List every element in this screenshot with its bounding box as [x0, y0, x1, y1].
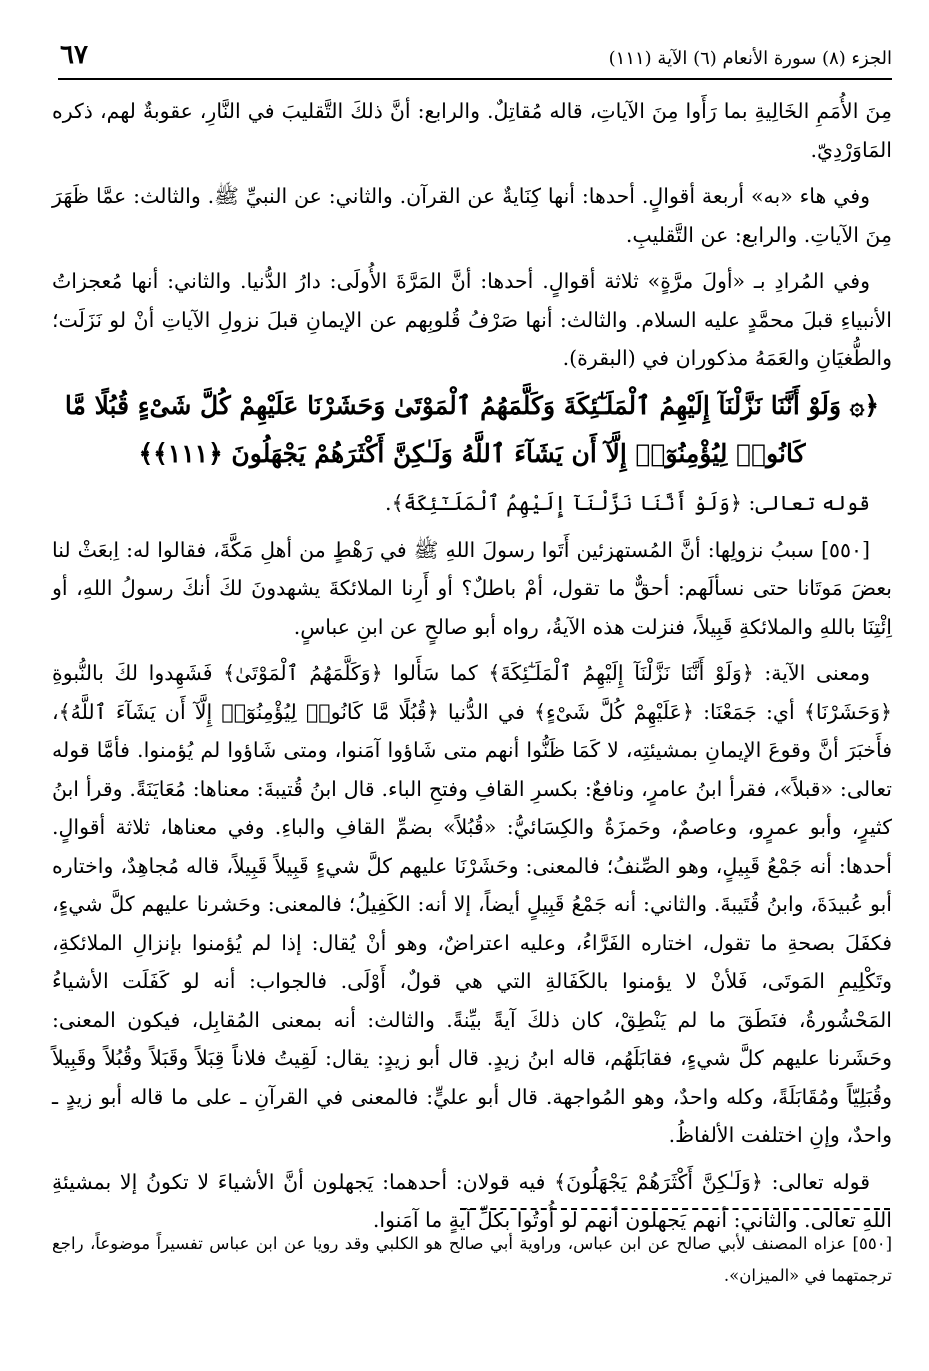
- footnote-separator: [460, 1208, 890, 1210]
- footnote: [٥٥٠] عزاه المصنف لأبي صالح عن ابن عباس، وراوية أبي صالح هو الكلبي وقد رويا عن ابن عباس تفسيراً موضوعاً، راجع ترجمتهما في «الميزان».: [52, 1234, 892, 1285]
- paragraph: مِنَ الأُمَمِ الخَالِيةِ بما رَأَوا مِنَ الآياتِ، قاله مُقاتِلٌ. والرابع: أنَّ ذلكَ التَّقليبَ في النَّارِ، عقوبةٌ لهم، ذكره المَاوَرْدِيّ.: [52, 99, 892, 162]
- page-number: ٦٧: [60, 40, 88, 70]
- page-header: [58, 34, 892, 80]
- commentary-section: [52, 484, 892, 1248]
- paragraph: وفي المُرادِ بـ «أولَ مرَّةٍ» ثلاثة أقوالٍ. أحدها: أنَّ المَرَّةَ الأُولَى: دارُ الدُّنيا. والثاني: أنها مُعجزاتُ الأنبياءِ قبلَ محمَّدٍ عليه السلام. والثالث: أنها صَرْفُ قُلوبِهم عن الإيمانِ قبلَ نزولِ الآياتِ أنْ لو نَزَلَت؛ والطُّغيَانِ والعَمَهُ مذكوران في (البقرة).: [52, 269, 892, 370]
- opening-section: [52, 92, 892, 386]
- paragraph: وفي هاء «به» أربعة أقوالٍ. أحدها: أنها كِنَايةٌ عن القرآن. والثاني: عن النبيِّ ﷺ. والثالث: عمَّا ظَهَرَ مِنَ الآياتِ. والرابع: عن التَّقليبِ.: [52, 184, 892, 247]
- quran-verse: ﴿۞ وَلَوْ أَنَّنَا نَزَّلْنَآ إِلَيْهِمُ ٱلْمَلَـٰٓئِكَةَ وَكَلَّمَهُمُ ٱلْمَوْتَىٰ وَحَشَرْنَا عَلَيْهِمْ كُلَّ شَىْءٍ قُبُلًا مَّا كَانُوا۟ لِيُؤْمِنُوٓا۟ إِلَّآ أَن يَشَآءَ ٱللَّهُ وَلَـٰكِنَّ أَكْثَرَهُمْ يَجْهَلُونَ ﴿١١١﴾﴾: [64, 391, 880, 468]
- paragraph: قوله تعالى: ﴿وَلَـٰكِنَّ أَكْثَرَهُمْ يَجْهَلُونَ﴾ فيه قولان: أحدهما: يَجهلون أنَّ الأشياءَ لا تكونُ إلا بمشيئةِ اللهِ تعالى. والثاني: أنهم يَجهلون أنهم لو أُوتُوا بكلِّ آيةٍ ما آمَنوا.: [52, 1169, 892, 1232]
- paragraph: [٥٥٠] سببُ نزولِها: أنَّ المُستهزئين أَتَوا رسولَ اللهِ ﷺ في رَهْطٍ من أهلِ مَكَّةَ، فقالوا له: اِبعَثْ لنا بعضَ مَوتَانا حتى نسألَهم: أحقٌّ ما تقول، أمْ باطلٌ؟ أو أَرِنا الملائكةَ يشهدونَ لكَ أنكَ رسولُ اللهِ، أو اِئْتِنَا باللهِ والملائكةِ قَبِيلاً، فنزلت هذه الآيةُ، رواه أبو صالحٍ عن ابنِ عباسٍ.: [52, 537, 892, 639]
- paragraph: ومعنى الآية: ﴿وَلَوْ أَنَّنَا نَزَّلْنَآ إِلَيْهِمُ ٱلْمَلَـٰٓئِكَةَ﴾ كما سَأَلوا ﴿وَكَلَّمَهُمُ ٱلْمَوْتَىٰ﴾ فَشَهِدوا لكَ بالنُّبوةِ ﴿وَحَشَرْنَا﴾ أي: جَمَعْنَا: ﴿عَلَيْهِمْ كُلَّ شَىْءٍ﴾ في الدُّنيا ﴿قُبُلًا مَّا كَانُوا۟ لِيُؤْمِنُوٓا۟ إِلَّآ أَن يَشَآءَ ٱللَّهُ﴾، فأَخبَرَ أنَّ وقوعَ الإيمانِ بمشيئتِه، لا كَمَا ظَنُّوا أنهم متى شَاؤوا آمَنوا، ومتى شَاؤوا لم يُؤمنوا. فأمَّا قوله تعالى: «قبلاً»، فقرأ ابنُ عامرٍ، ونافعٌ: بكسرِ القافِ وفتحِ الباء. قال ابنُ قُتيبةَ: معناها: مُعَايَنَةً. وقرأ ابنُ كثيرٍ، وأبو عمرٍو، وعاصمٌ، وحَمزَةُ والكِسَائيُّ: «قُبُلاً» بضمِّ القافِ والباءِ. وفي معناها، ثلاثة أقوالٍ. أحدها: أنه جَمْعُ قَبِيلٍ، وهو الصِّنفُ؛ فالمعنى: وحَشَرْنَا عليهم كلَّ شيءٍ قَبِيلاً قَبِيلاً، قاله مُجاهِدٌ، واختاره أبو عُبيدَةَ، وابنُ قُتَيبةَ. والثاني: أنه جَمْعُ قَبِيلٍ أيضاً، إلا أنه: الكَفِيلُ؛ فالمعنى: وحَشرنا عليهم كلَّ شيءٍ، فكفَلَ بصحةِ ما تقول، اختاره الفَرَّاءُ، وعليه اعتراضٌ، وهو أنْ يُقال: إذا لم يُؤمنوا بإنزالِ الملائكةِ، وتَكْلِيمِ المَوتَى، فَلأنْ لا يؤمنوا بالكَفَالةِ التي هي قولٌ، أَوْلَى. فالجواب: أنه لو كَفَلَت الأشياءُ المَحْشُورةُ، فنَطَقَ ما لم يَنْطِقْ، كان ذلكَ آيةً بيِّنةً. والثالث: أنه بمعنى المُقابِل، فيكون المعنى: وحَشَرنا عليهم كلَّ شيءٍ، فقابَلَهُم، قاله ابنُ زيدٍ. قال أبو زيدٍ: يقال: لَقِيتُ فلاناً قِبَلاً وقَبَلاً وقُبُلاً وقَبِيلاً وقُبَلِيّاً ومُقَابَلَةً، وكله واحدٌ، وهو المُواجهة. قال أبو عليٍّ: فالمعنى في القرآنِ ـ على ما قاله أبو زيدٍ ـ واحدٌ، وإنِ اختلفت الألفاظُ.: [52, 661, 893, 1147]
- paragraph: قوله تعالى: ﴿وَلَوْ أَنَّنَا نَزَّلْنَآ إِلَيْهِمُ ٱلْمَلَـٰٓئِكَةَ﴾.: [385, 491, 870, 515]
- running-head: الجزء (٨) سورة الأنعام (٦) الآية (١١١): [608, 48, 892, 69]
